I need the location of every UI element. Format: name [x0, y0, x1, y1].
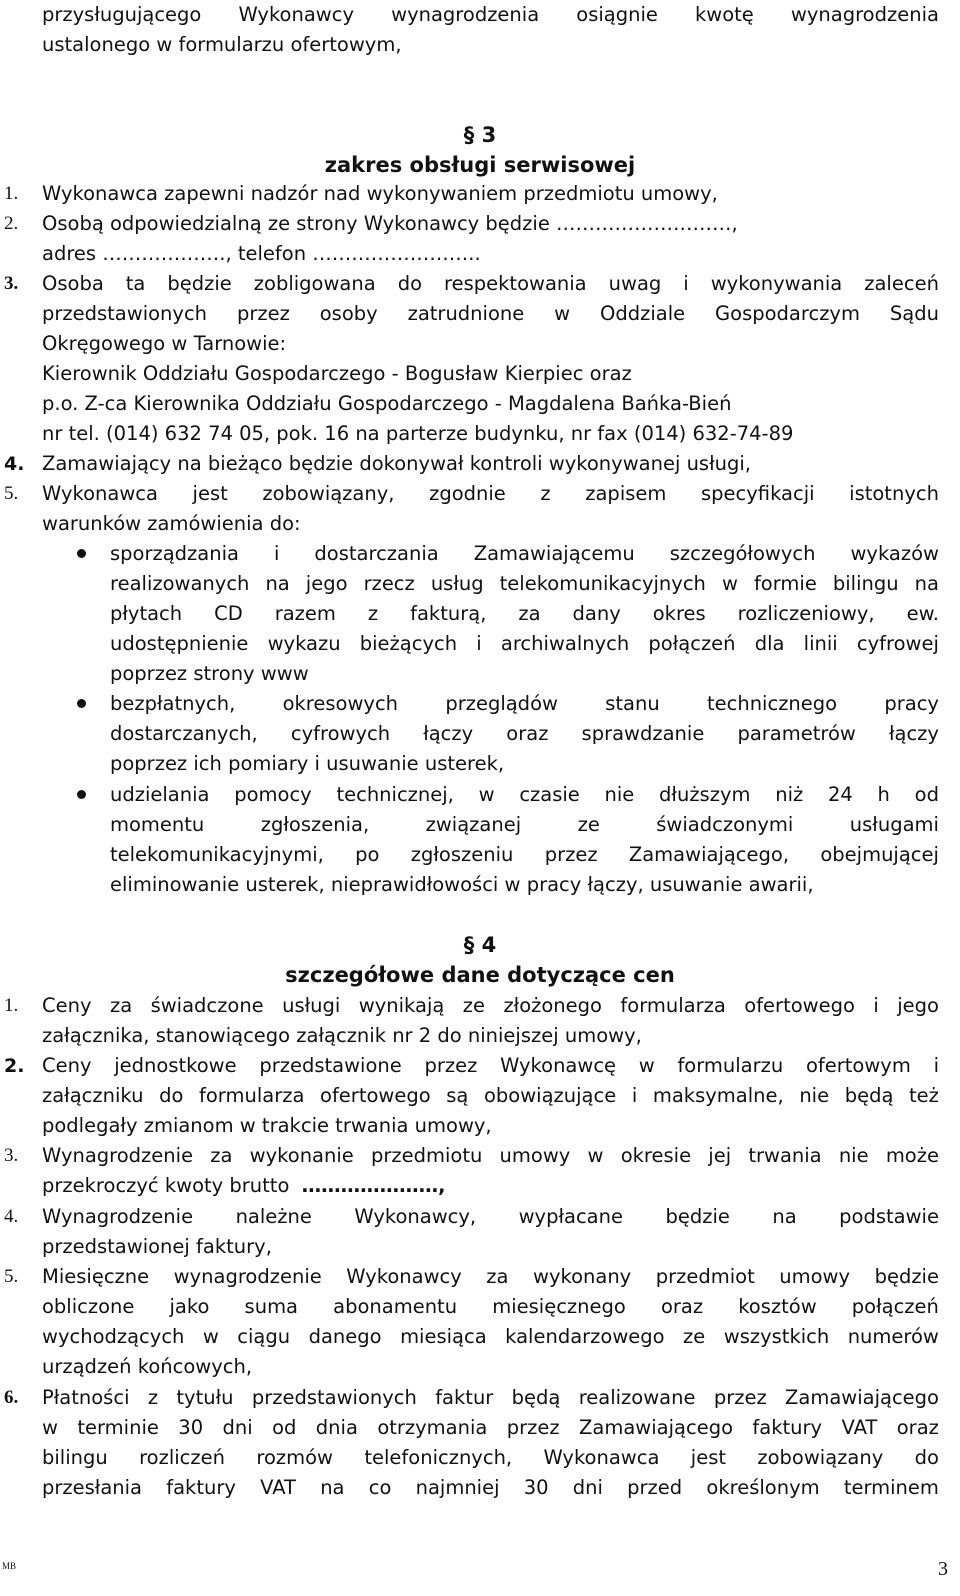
word: dostarczania [314, 542, 439, 565]
word: będą [844, 1084, 894, 1107]
word: związanej [425, 813, 522, 836]
word: nie [604, 783, 635, 806]
word: wynagrodzenie [173, 1265, 322, 1288]
bullet-1-line-5: poprzez strony www [110, 662, 309, 685]
word: usługami [849, 813, 939, 836]
word: VAT [260, 1476, 296, 1499]
word: kalendarzowego [505, 1325, 665, 1348]
word: uwag [608, 272, 662, 295]
word: jako [169, 1295, 210, 1318]
word: na [265, 572, 290, 595]
word: realizowanych [110, 572, 250, 595]
word: otrzymania [377, 1416, 488, 1439]
s4-item-2-number: 2. [4, 1055, 25, 1077]
word: ofertowego [744, 994, 855, 1017]
word: w [587, 1144, 604, 1167]
word: po [355, 843, 380, 866]
s3-item-5-line-2: warunków zamówienia do: [42, 512, 301, 535]
word: należne [235, 1205, 312, 1228]
word: telekomunikacyjnymi, [110, 843, 324, 866]
word: przesłania [42, 1476, 143, 1499]
word: umowy [499, 1144, 571, 1167]
word: dni [572, 1476, 603, 1499]
word: dnia [315, 1416, 358, 1439]
word: co [368, 1476, 392, 1499]
word: osoby [319, 302, 378, 325]
bullet-1-line-1 [110, 539, 939, 569]
word: dostarczanych, [110, 722, 258, 745]
word: ze [462, 994, 485, 1017]
word: określonym [706, 1476, 820, 1499]
word: h [877, 783, 890, 806]
section-4-symbol: § 4 [463, 933, 497, 957]
word: telefonicznych, [364, 1446, 513, 1469]
word: danego [308, 1325, 382, 1348]
word: bieżących [359, 632, 458, 655]
word: okresowych [282, 692, 399, 715]
word: archiwalnych [500, 632, 630, 655]
word: wynagrodzenia [790, 3, 939, 26]
word: faktur [435, 1386, 494, 1409]
word: Wykonawcy [238, 3, 355, 26]
bullet-3-line-2 [110, 810, 939, 840]
word: bezpłatnych, [110, 692, 236, 715]
word: za [486, 1265, 509, 1288]
word: za [109, 994, 133, 1017]
word: Osoba [42, 272, 104, 295]
word: obowiązujące [483, 1084, 617, 1107]
bullet-2-line-3: poprzez ich pomiary i usuwanie usterek, [110, 752, 505, 775]
word: wychodzących [42, 1325, 185, 1348]
s4-item-6-line-4 [42, 1473, 939, 1503]
word: bilingu [832, 572, 899, 595]
word: abonamentu [333, 1295, 458, 1318]
word: telekomunikacyjnych [499, 572, 706, 595]
word: wypłacane [518, 1205, 623, 1228]
word: 30 [523, 1476, 549, 1499]
word: przed [627, 1476, 683, 1499]
word: przez [424, 1054, 478, 1077]
word: formularza [620, 994, 726, 1017]
word: też [909, 1084, 939, 1107]
word: dany [572, 602, 621, 625]
s4-item-1-line-2: załącznika, stanowiącego załącznik nr 2 do niniejszej umowy, [42, 1024, 642, 1047]
word: za [518, 602, 541, 625]
word: ofertowego [320, 1084, 431, 1107]
word: przedmiotu [370, 1144, 483, 1167]
word: faktury [752, 1416, 823, 1439]
word: połączeń [648, 632, 736, 655]
word: dla [754, 632, 785, 655]
word: Oddziale [600, 302, 686, 325]
page-number: 3 [938, 1558, 948, 1580]
word: przedstawione [259, 1054, 402, 1077]
word: kosztów [738, 1295, 817, 1318]
word: specyfikacji [701, 482, 815, 505]
word: ze [577, 813, 600, 836]
word: tytułu [176, 1386, 234, 1409]
word: Gospodarczym [715, 302, 860, 325]
word: jednostkowe [114, 1054, 237, 1077]
word: suma [244, 1295, 299, 1318]
word: Wykonawcy, [354, 1205, 477, 1228]
word: okres [652, 602, 706, 625]
word: rzecz [363, 572, 415, 595]
word: z [540, 482, 551, 505]
word: 24 [827, 783, 853, 806]
word: na [320, 1476, 345, 1499]
word: na [914, 572, 939, 595]
word: wykonywania [710, 272, 843, 295]
word: od [272, 1416, 297, 1439]
word: zaleceń [864, 272, 939, 295]
word: szczegółowych [669, 542, 816, 565]
word: usługi [282, 994, 341, 1017]
word: do [159, 1084, 184, 1107]
word: wykonany [533, 1265, 632, 1288]
word: połączeń [851, 1295, 939, 1318]
word: Płatności [42, 1386, 130, 1409]
word: najmniej [415, 1476, 500, 1499]
word: sporządzania [110, 542, 239, 565]
bullet-3 [77, 790, 86, 799]
word: Wykonawcę [500, 1054, 617, 1077]
word: i [683, 272, 689, 295]
bullet-1-line-2 [110, 569, 939, 599]
word: łączy [423, 722, 474, 745]
bullet-2-line-2 [110, 719, 939, 749]
word: formularza [199, 1084, 305, 1107]
s4-item-4-line-1 [42, 1202, 939, 1232]
word: terminem [843, 1476, 939, 1499]
word: Sądu [889, 302, 939, 325]
word: Miesięczne [42, 1265, 150, 1288]
word: 30 [178, 1416, 204, 1439]
word: linii [803, 632, 838, 655]
word: świadczone [150, 994, 264, 1017]
word: wykazów [850, 542, 939, 565]
word: zobowiązany [757, 1446, 884, 1469]
s4-item-6-line-2 [42, 1413, 939, 1443]
bullet-3-line-4: eliminowanie usterek, nieprawidłowości w pracy łączy, usuwanie awarii, [110, 873, 814, 896]
word: respektowania [444, 272, 587, 295]
word: ofertowym [805, 1054, 911, 1077]
word: VAT [841, 1416, 878, 1439]
word: przedstawionych [42, 302, 208, 325]
word: do [914, 1446, 939, 1469]
section-3-title: zakres obsługi serwisowej [324, 153, 636, 177]
word: od [914, 783, 939, 806]
word: złożonego [503, 994, 602, 1017]
word: formie [753, 572, 817, 595]
word: może [885, 1144, 939, 1167]
word: numerów [847, 1325, 939, 1348]
word: pomocy [234, 783, 312, 806]
section-3-symbol: § 3 [463, 123, 497, 147]
word: przeglądów [445, 692, 558, 715]
word: usług [430, 572, 484, 595]
word: w [638, 1054, 655, 1077]
s4-item-5-line-4: urządzeń końcowych, [42, 1355, 253, 1378]
word: będzie [874, 1265, 939, 1288]
s3-item-1-text: Wykonawca zapewni nadzór nad wykonywaniem przedmiotu umowy, [42, 182, 718, 205]
s3-item-3-line-3: Okręgowego w Tarnowie: [42, 332, 287, 355]
word: zgłoszeniu [410, 843, 514, 866]
word: będzie [665, 1205, 730, 1228]
s4-item-2-line-3: podlegały zmianom w trakcie trwania umowy, [42, 1114, 492, 1137]
s3-item-3-line-5: p.o. Z-ca Kierownika Oddziału Gospodarczego - Magdalena Bańka-Bień [42, 392, 732, 415]
word: w [721, 572, 738, 595]
word: jej [708, 1144, 732, 1167]
word: rozliczeń [139, 1446, 225, 1469]
s4-item-5-line-1 [42, 1262, 939, 1292]
gross-amount-label: przekroczyć kwoty brutto [42, 1174, 290, 1197]
word: razem [274, 602, 336, 625]
word: przedmiot [655, 1265, 755, 1288]
word: Wykonawca [42, 482, 158, 505]
s4-item-3-line-2 [42, 1171, 446, 1201]
word: Zamawiającego [785, 1386, 939, 1409]
word: obejmującej [820, 843, 939, 866]
word: jest [690, 1446, 727, 1469]
word: pracy [884, 692, 939, 715]
word: faktury [166, 1476, 236, 1499]
word: załączniku [42, 1084, 144, 1107]
word: Zamawiającego, [628, 843, 790, 866]
word: oraz [896, 1416, 939, 1439]
word: są [446, 1084, 469, 1107]
word: przez [544, 843, 598, 866]
s4-item-3-line-1 [42, 1141, 939, 1171]
bullet-2-line-1 [110, 689, 939, 719]
s3-item-4-text: Zamawiający na bieżąco będzie dokonywał kontroli wykonywanej usługi, [42, 452, 751, 475]
word: w [202, 1325, 219, 1348]
word: cyfrowej [856, 632, 939, 655]
word: i [476, 632, 482, 655]
word: dni [222, 1416, 253, 1439]
word: przez [236, 302, 290, 325]
word: i [873, 994, 879, 1017]
word: i [933, 1054, 939, 1077]
word: przez [713, 1386, 767, 1409]
word: parametrów [737, 722, 856, 745]
word: okresie [620, 1144, 692, 1167]
word: Wykonawcy [346, 1265, 462, 1288]
word: w [42, 1416, 58, 1439]
word: formularzu [677, 1054, 784, 1077]
word: w [554, 302, 571, 325]
section-4-title: szczegółowe dane dotyczące cen [285, 963, 675, 987]
word: zgłoszenia, [260, 813, 370, 836]
bullet-1-line-3 [110, 599, 939, 629]
word: rozmów [256, 1446, 333, 1469]
word: przez [506, 1416, 560, 1439]
word: udostępnienie [110, 632, 249, 655]
word: Wynagrodzenie [42, 1205, 194, 1228]
word: oraz [506, 722, 549, 745]
word: fakturą, [410, 602, 487, 625]
word: cyfrowych [290, 722, 391, 745]
gross-amount-placeholder: …………………, [301, 1174, 446, 1197]
word: wynikają [358, 994, 445, 1017]
word: podstawie [839, 1205, 939, 1228]
word: ze [683, 1325, 706, 1348]
word: i [631, 1084, 638, 1107]
word: jego [305, 572, 348, 595]
word: płytach [110, 602, 183, 625]
word: Ceny [42, 1054, 92, 1077]
word: Ceny [42, 994, 92, 1017]
word: zobligowana [253, 272, 376, 295]
word: ta [125, 272, 146, 295]
word: wykazu [267, 632, 341, 655]
word: miesięcznego [492, 1295, 626, 1318]
s3-item-5-line-1 [42, 479, 939, 509]
word: maksymalne, [652, 1084, 784, 1107]
word: bilingu [42, 1446, 108, 1469]
word: za [210, 1144, 233, 1167]
word: technicznej, [336, 783, 454, 806]
word: udzielania [110, 783, 210, 806]
word: przedstawionych [251, 1386, 417, 1409]
word: Zamawiającemu [473, 542, 635, 565]
s3-item-2-number: 2. [4, 213, 19, 234]
word: zgodnie [429, 482, 506, 505]
s4-item-6-line-1 [42, 1383, 939, 1413]
bullet-2 [77, 699, 86, 708]
word: jest [192, 482, 228, 505]
word: będzie [167, 272, 232, 295]
word: do [397, 272, 423, 295]
word: czasie [519, 783, 580, 806]
word: kwotę [694, 3, 754, 26]
word: z [367, 602, 379, 625]
s3-item-3-line-6: nr tel. (014) 632 74 05, pok. 16 na parterze budynku, nr fax (014) 632-74-89 [42, 422, 794, 445]
bullet-1 [77, 549, 86, 558]
word: Wykonawca [543, 1446, 660, 1469]
word: obliczone [42, 1295, 135, 1318]
s4-item-3-number: 3. [4, 1145, 19, 1166]
word: realizowane [578, 1386, 696, 1409]
word: osiągnie [576, 3, 658, 26]
word: zobowiązany, [262, 482, 395, 505]
word: wynagrodzenia [391, 3, 540, 26]
s4-item-1-line-1 [42, 991, 939, 1021]
s4-item-5-line-3 [42, 1322, 939, 1352]
word: rozliczeniowy, [737, 602, 875, 625]
s3-item-3-line-1 [42, 269, 939, 299]
s3-item-4-number: 4. [4, 453, 25, 475]
word: zapisem [585, 482, 667, 505]
word: sprawdzanie [581, 722, 705, 745]
word: nie [799, 1084, 830, 1107]
word: wszystkich [723, 1325, 830, 1348]
word: trwania [748, 1144, 822, 1167]
s3-item-3-line-2 [42, 299, 939, 329]
word: na [772, 1205, 797, 1228]
word: Wynagrodzenie [42, 1144, 194, 1167]
word: dłuższym [659, 783, 751, 806]
word: wykonanie [249, 1144, 354, 1167]
word: łączy [888, 722, 939, 745]
word: i [273, 542, 280, 565]
word: momentu [110, 813, 205, 836]
word: przysługującego [42, 3, 202, 26]
word: z [147, 1386, 159, 1409]
intro-line-2: ustalonego w formularzu ofertowym, [42, 33, 402, 56]
s3-item-1-number: 1. [4, 183, 19, 204]
footer-initials: MB [2, 1561, 17, 1571]
word: ciągu [237, 1325, 291, 1348]
word: świadczonymi [656, 813, 794, 836]
s3-item-2-line-1: Osobą odpowiedzialną ze strony Wykonawcy będzie ………………………, [42, 212, 738, 235]
word: stanu [605, 692, 660, 715]
word: w [478, 783, 495, 806]
word: oraz [660, 1295, 704, 1318]
word: niż [775, 783, 804, 806]
word: technicznego [706, 692, 838, 715]
word: Zamawiającego [579, 1416, 734, 1439]
s4-item-4-line-2: przedstawionej faktury, [42, 1235, 272, 1258]
word: CD [214, 602, 243, 625]
word: jego [897, 994, 939, 1017]
s4-item-4-number: 4. [4, 1206, 19, 1227]
s3-item-3-number: 3. [4, 273, 19, 294]
word: istotnych [849, 482, 939, 505]
word: zatrudnione [407, 302, 525, 325]
bullet-3-line-1 [110, 780, 939, 810]
bullet-1-line-4 [110, 629, 939, 659]
s4-item-2-line-2 [42, 1081, 939, 1111]
bullet-3-line-3 [110, 840, 939, 870]
s3-item-3-line-4: Kierownik Oddziału Gospodarczego - Bogusław Kierpiec oraz [42, 362, 632, 385]
word: będą [511, 1386, 561, 1409]
word: terminie [77, 1416, 159, 1439]
s4-item-6-number: 6. [4, 1387, 19, 1408]
word: nie [838, 1144, 869, 1167]
s3-item-5-number: 5. [4, 483, 19, 504]
s4-item-1-number: 1. [4, 995, 19, 1016]
s3-item-2-line-2: adres ………………., telefon …………………….. [42, 242, 481, 265]
word: miesiąca [400, 1325, 487, 1348]
word: ew. [906, 602, 939, 625]
intro-line-1 [42, 0, 939, 30]
s4-item-2-line-1 [42, 1051, 939, 1081]
s4-item-6-line-3 [42, 1443, 939, 1473]
word: umowy [779, 1265, 851, 1288]
s4-item-5-line-2 [42, 1292, 939, 1322]
s4-item-5-number: 5. [4, 1266, 19, 1287]
